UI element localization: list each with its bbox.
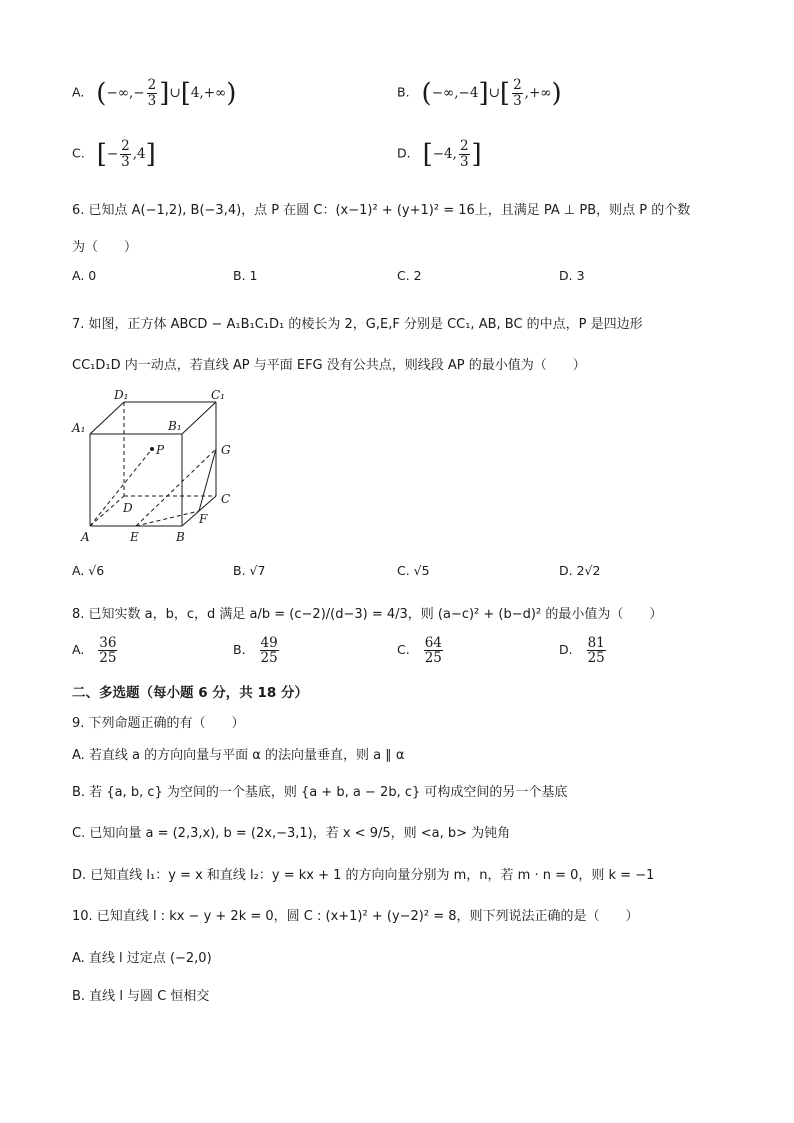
q6-line2: 为（ ） bbox=[72, 240, 138, 255]
q8-option-b-label: B. bbox=[233, 642, 246, 658]
q8-stem: 8. 已知实数 a，b，c，d 满足 a/b = (c−2)/(d−3) = 4/3，则 (a−c)² + (b−d)² 的最小值为（ ） bbox=[72, 607, 663, 622]
q9-option-d: D. 已知直线 l₁：y = x 和直线 l₂：y = kx + 1 的方向向量分别为 m，n，若 m · n = 0，则 k = −1 bbox=[72, 868, 655, 883]
q9-option-c: C. 已知向量 a = (2,3,x), b = (2x,−3,1)，若 x < 9/5，则 <a, b> 为钝角 bbox=[72, 826, 511, 841]
label-E: E bbox=[130, 530, 139, 544]
q8-option-c-den: 25 bbox=[424, 650, 442, 667]
cube-figure bbox=[68, 384, 248, 546]
q10-option-a: A. 直线 l 过定点 (−2,0) bbox=[72, 951, 212, 966]
label-D1: D₁ bbox=[114, 388, 129, 402]
label-C: C bbox=[221, 492, 231, 506]
q5-option-b-math: (−∞,−4]∪[ $\frac{2}{3}$ ,+∞) bbox=[421, 77, 562, 109]
label-F: F bbox=[199, 512, 208, 526]
label-B: B bbox=[176, 530, 185, 544]
q10-stem: 10. 已知直线 l : kx − y + 2k = 0，圆 C : (x+1)² + (y−2)² = 8，则下列说法正确的是（ ） bbox=[72, 909, 639, 924]
q8-option-d-den: 25 bbox=[587, 650, 605, 667]
q5-option-d bbox=[397, 139, 482, 169]
q8-option-b bbox=[233, 636, 281, 665]
q8-option-b-den: 25 bbox=[260, 650, 278, 667]
q8-option-c-label: C. bbox=[397, 642, 410, 658]
q8-option-a-label: A. bbox=[72, 642, 85, 658]
q8-option-d bbox=[559, 636, 608, 665]
label-P: P bbox=[156, 443, 165, 457]
q5-option-d-label: D. bbox=[397, 145, 411, 161]
label-B1: B₁ bbox=[168, 419, 182, 433]
q7-option-d: D. 2√2 bbox=[559, 563, 601, 578]
q9-option-a: A. 若直线 a 的方向向量与平面 α 的法向量垂直，则 a ∥ α bbox=[72, 748, 405, 763]
q8-option-d-num: 81 bbox=[587, 635, 605, 651]
q5-option-a-math: (−∞,− $\frac{2}{3}$ ]∪[4,+∞) bbox=[96, 77, 237, 109]
q5-option-a bbox=[72, 78, 236, 108]
q6-option-c: C. 2 bbox=[397, 268, 422, 283]
q9-option-b: B. 若 {a, b, c} 为空间的一个基底，则 {a + b, a − 2b, c} 可构成空间的另一个基底 bbox=[72, 785, 568, 800]
q8-option-a-den: 25 bbox=[99, 650, 117, 667]
q6-option-d: D. 3 bbox=[559, 268, 585, 283]
label-D: D bbox=[123, 501, 133, 515]
section-2-heading: 二、多选题（每小题 6 分，共 18 分） bbox=[72, 685, 308, 701]
q5-option-a-label: A. bbox=[72, 84, 85, 100]
q5-option-d-math: [−4, $\frac{2}{3}$ ] bbox=[422, 138, 482, 170]
q5-option-c bbox=[72, 139, 156, 169]
q8-option-a-num: 36 bbox=[99, 635, 117, 651]
q6-option-a: A. 0 bbox=[72, 268, 97, 283]
q7-line2: CC₁D₁D 内一动点，若直线 AP 与平面 EFG 没有公共点，则线段 AP 的最小值为（ ） bbox=[72, 358, 586, 373]
label-A1: A₁ bbox=[72, 421, 86, 435]
q7-option-b: B. √7 bbox=[233, 563, 266, 578]
q8-option-c-num: 64 bbox=[424, 635, 442, 651]
q7-option-a: A. √6 bbox=[72, 563, 105, 578]
q5-option-c-math: [− $\frac{2}{3}$ ,4] bbox=[96, 138, 156, 170]
label-G: G bbox=[221, 443, 231, 457]
q7-line1: 7. 如图，正方体 ABCD − A₁B₁C₁D₁ 的棱长为 2，G,E,F 分别是 CC₁, AB, BC 的中点，P 是四边形 bbox=[72, 317, 643, 332]
q6-line1: 6. 已知点 A(−1,2), B(−3,4)，点 P 在圆 C：(x−1)² + (y+1)² = 16上，且满足 PA ⊥ PB，则点 P 的个数 bbox=[72, 203, 691, 218]
q7-option-c: C. √5 bbox=[397, 563, 430, 578]
label-A: A bbox=[81, 530, 90, 544]
q8-option-b-num: 49 bbox=[260, 635, 278, 651]
q8-option-c bbox=[397, 636, 445, 665]
q8-option-d-label: D. bbox=[559, 642, 573, 658]
q5-option-c-label: C. bbox=[72, 145, 85, 161]
q9-stem: 9. 下列命题正确的有（ ） bbox=[72, 716, 245, 731]
q5-option-b bbox=[397, 78, 562, 108]
q6-option-b: B. 1 bbox=[233, 268, 258, 283]
q10-option-b: B. 直线 l 与圆 C 恒相交 bbox=[72, 989, 210, 1004]
q8-option-a bbox=[72, 636, 119, 665]
label-C1: C₁ bbox=[211, 388, 225, 402]
q5-option-b-label: B. bbox=[397, 84, 410, 100]
